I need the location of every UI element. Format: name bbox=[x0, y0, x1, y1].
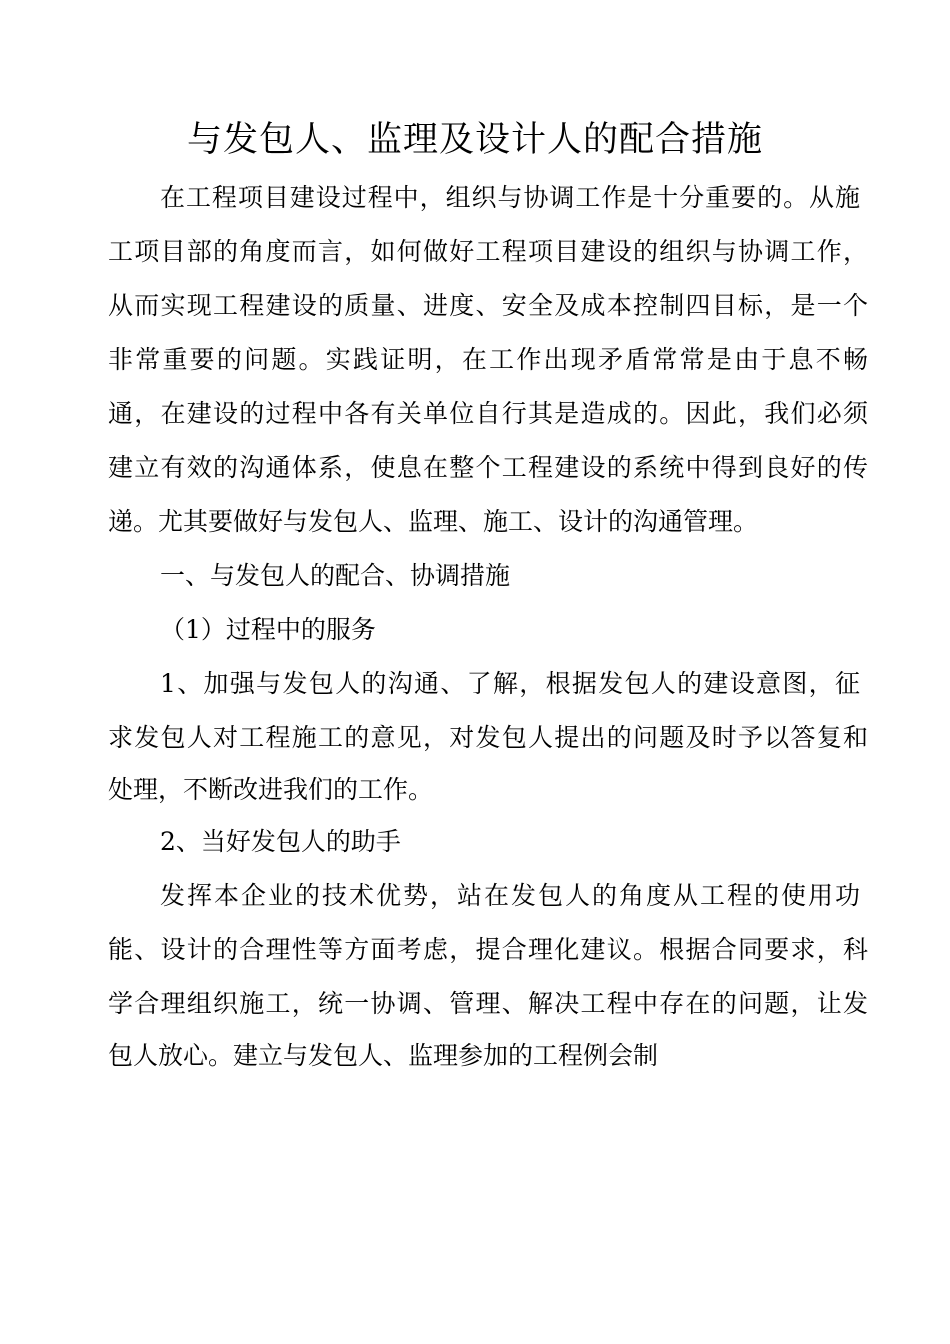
section-heading: 一、与发包人的配合、协调措施 bbox=[160, 561, 511, 590]
paragraph-line: 工项目部的角度而言，如何做好工程项目建设的组织与协调工作， bbox=[108, 237, 868, 266]
paragraph-line: 通，在建设的过程中各有关单位自行其是造成的。因此，我们必须 bbox=[108, 399, 868, 428]
paragraph-line: 求发包人对工程施工的意见，对发包人提出的问题及时予以答复和 bbox=[108, 723, 868, 752]
document-title: 与发包人、监理及设计人的配合措施 bbox=[186, 120, 763, 160]
paragraph-line: 从而实现工程建设的质量、进度、安全及成本控制四目标，是一个 bbox=[108, 291, 868, 320]
paragraph-line: 发挥本企业的技术优势，站在发包人的角度从工程的使用功 bbox=[160, 881, 860, 910]
paragraph-line: 能、设计的合理性等方面考虑，提合理化建议。根据合同要求，科 bbox=[108, 935, 868, 964]
paragraph-line: 递。尤其要做好与发包人、监理、施工、设计的沟通管理。 bbox=[108, 507, 759, 536]
paragraph-line: 非常重要的问题。实践证明，在工作出现矛盾常常是由于息不畅 bbox=[108, 345, 868, 374]
subsection-heading: （1）过程中的服务 bbox=[160, 615, 376, 644]
paragraph-line: 处理，不断改进我们的工作。 bbox=[108, 775, 434, 804]
paragraph-line: 包人放心。建立与发包人、监理参加的工程例会制 bbox=[108, 1041, 659, 1070]
item-heading: 2、当好发包人的助手 bbox=[160, 827, 401, 856]
paragraph-line: 建立有效的沟通体系，使息在整个工程建设的系统中得到良好的传 bbox=[108, 453, 868, 482]
paragraph-line: 学合理组织施工，统一协调、管理、解决工程中存在的问题，让发 bbox=[108, 989, 868, 1018]
paragraph-line: 1、加强与发包人的沟通、了解，根据发包人的建设意图，征 bbox=[160, 669, 860, 698]
paragraph-line: 在工程项目建设过程中，组织与协调工作是十分重要的。从施 bbox=[160, 183, 860, 212]
